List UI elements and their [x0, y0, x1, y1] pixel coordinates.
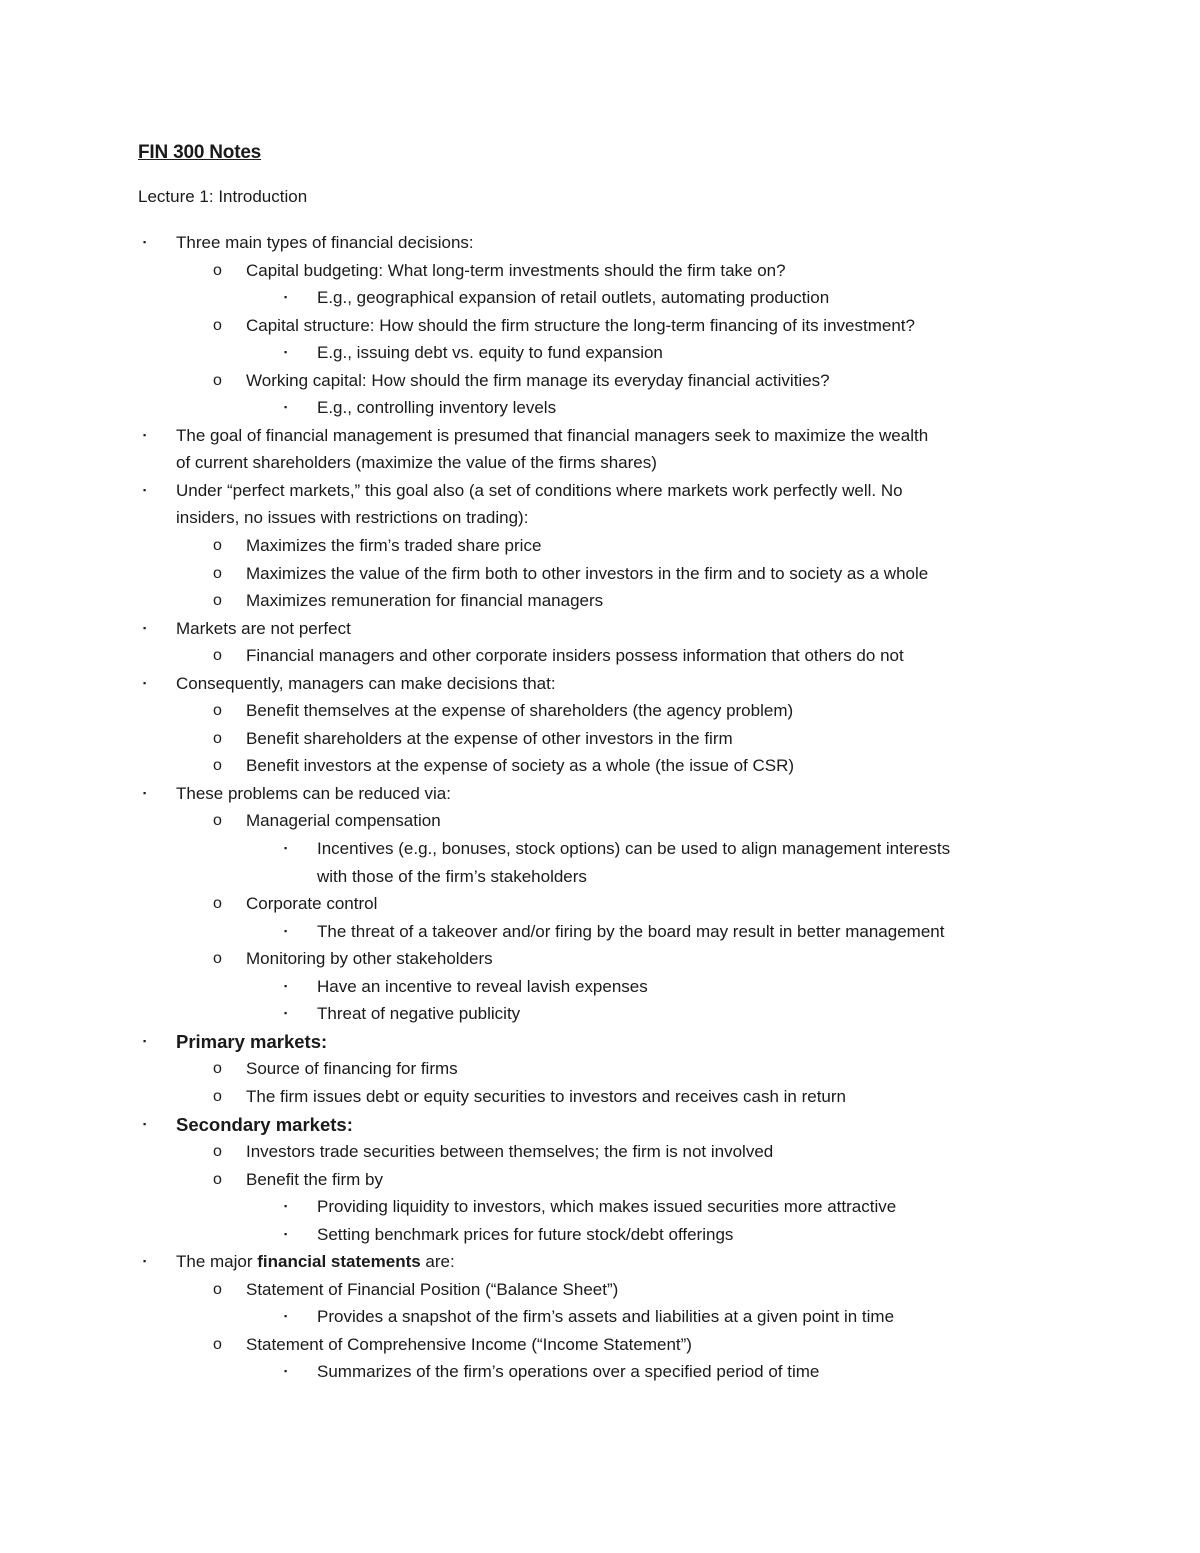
- outline-text: [176, 504, 528, 532]
- outline-line-level-3: [0, 973, 1200, 1001]
- text-segment: with those of the firm’s stakeholders: [317, 866, 587, 886]
- square-bullet-icon: ▪: [143, 1256, 147, 1267]
- outline-line-level-3: [0, 1193, 1200, 1221]
- outline-line-level-2: [0, 752, 1200, 780]
- text-segment: Markets are not perfect: [176, 618, 351, 638]
- bold-text-segment: financial statements: [257, 1252, 421, 1272]
- text-segment: Provides a snapshot of the firm’s assets and liabilities at a given point in time: [317, 1307, 895, 1327]
- text-segment: Under “perfect markets,” this goal also (a set of conditions where markets work perfectly well. No: [176, 480, 903, 500]
- outline-line-level-3: [0, 918, 1200, 946]
- square-bullet-icon: ▪: [284, 292, 288, 303]
- outline-text: [246, 1166, 383, 1194]
- notes-list: [0, 229, 1200, 1386]
- outline-text: [246, 257, 786, 285]
- outline-line-level-1: [0, 422, 1200, 450]
- outline-line-level-1: [0, 670, 1200, 698]
- outline-text: [317, 973, 648, 1001]
- outline-text: [317, 863, 587, 891]
- circle-bullet-icon: o: [213, 1143, 222, 1161]
- square-bullet-icon: ▪: [284, 980, 288, 991]
- circle-bullet-icon: o: [213, 647, 222, 665]
- outline-line-level-2: [0, 587, 1200, 615]
- square-bullet-icon: ▪: [284, 843, 288, 854]
- outline-line-level-2: [0, 532, 1200, 560]
- square-bullet-icon: ▪: [284, 402, 288, 413]
- outline-line-level-3: [0, 339, 1200, 367]
- outline-line-level-2: [0, 257, 1200, 285]
- square-bullet-icon: ▪: [143, 429, 147, 440]
- outline-line-level-1: [0, 1248, 1200, 1276]
- outline-line-level-3: [0, 863, 1200, 891]
- outline-line-level-2: [0, 945, 1200, 973]
- circle-bullet-icon: o: [213, 1087, 222, 1105]
- square-bullet-icon: ▪: [143, 1118, 147, 1129]
- text-segment: Summarizes of the firm’s operations over a specified period of time: [317, 1362, 820, 1382]
- outline-line-level-1: [0, 477, 1200, 505]
- text-segment: Investors trade securities between themselves; the firm is not involved: [246, 1142, 774, 1162]
- outline-line-level-3: [0, 1303, 1200, 1331]
- square-bullet-icon: ▪: [284, 1228, 288, 1239]
- outline-line-level-2: [0, 367, 1200, 395]
- circle-bullet-icon: o: [213, 371, 222, 389]
- outline-text: [246, 532, 541, 560]
- outline-line-level-3: [0, 1000, 1200, 1028]
- outline-text: [176, 615, 351, 643]
- text-segment: Source of financing for firms: [246, 1059, 458, 1079]
- outline-text: [317, 394, 556, 422]
- circle-bullet-icon: o: [213, 1060, 222, 1078]
- outline-text: [246, 1055, 458, 1083]
- bold-text-segment: Secondary markets:: [176, 1113, 353, 1135]
- outline-line-level-2: [0, 312, 1200, 340]
- text-segment: Maximizes the value of the firm both to other investors in the firm and to society as a whole: [246, 563, 929, 583]
- circle-bullet-icon: o: [213, 564, 222, 582]
- outline-line-level-2: [0, 697, 1200, 725]
- text-segment: The firm issues debt or equity securities to investors and receives cash in return: [246, 1086, 846, 1106]
- outline-line-level-1: [0, 1111, 1200, 1139]
- outline-text: [317, 835, 950, 863]
- outline-text: [246, 587, 603, 615]
- outline-line-level-1: [0, 615, 1200, 643]
- outline-line-level-3: [0, 1221, 1200, 1249]
- outline-text: [176, 422, 928, 450]
- text-segment: Capital structure: How should the firm structure the long-term financing of its investment?: [246, 315, 915, 335]
- outline-line-level-2: [0, 890, 1200, 918]
- text-segment: Monitoring by other stakeholders: [246, 949, 493, 969]
- circle-bullet-icon: o: [213, 757, 222, 775]
- outline-line-level-2: [0, 560, 1200, 588]
- outline-text: [246, 1138, 773, 1166]
- text-segment: Benefit investors at the expense of society as a whole (the issue of CSR): [246, 756, 795, 776]
- text-segment: E.g., issuing debt vs. equity to fund expansion: [317, 343, 663, 363]
- outline-text: [246, 367, 830, 395]
- circle-bullet-icon: o: [213, 895, 222, 913]
- text-segment: Benefit the firm by: [246, 1169, 384, 1189]
- text-segment: Financial managers and other corporate insiders possess information that others do not: [246, 646, 904, 666]
- outline-text: [246, 1331, 692, 1359]
- outline-text: [246, 312, 915, 340]
- text-segment: The threat of a takeover and/or firing by the board may result in better management: [317, 921, 945, 941]
- text-segment: Statement of Comprehensive Income (“Income Statement”): [246, 1334, 692, 1354]
- outline-line-level-2: [0, 642, 1200, 670]
- text-segment: The goal of financial management is presumed that financial managers seek to maximize the wealth: [176, 425, 929, 445]
- square-bullet-icon: ▪: [284, 347, 288, 358]
- text-segment: Three main types of financial decisions:: [176, 233, 474, 252]
- outline-line-level-1: [0, 229, 1200, 257]
- outline-text: [246, 697, 793, 725]
- outline-text: [317, 918, 944, 946]
- text-segment: are:: [420, 1252, 455, 1272]
- circle-bullet-icon: o: [213, 1335, 222, 1353]
- square-bullet-icon: ▪: [284, 1311, 288, 1322]
- outline-line-level-2: [0, 1331, 1200, 1359]
- outline-text: [176, 229, 474, 257]
- outline-text: [317, 1303, 894, 1331]
- text-segment: Have an incentive to reveal lavish expenses: [317, 976, 648, 996]
- text-segment: Consequently, managers can make decisions that:: [176, 673, 556, 693]
- outline-text: [246, 1276, 618, 1304]
- outline-text: [317, 1193, 896, 1221]
- text-segment: Capital budgeting: What long-term investments should the firm take on?: [246, 260, 786, 280]
- outline-text: [246, 642, 904, 670]
- document-title: FIN 300 Notes: [138, 142, 262, 163]
- outline-text: [176, 780, 451, 808]
- outline-text: [246, 752, 794, 780]
- text-segment: Maximizes remuneration for financial managers: [246, 591, 604, 611]
- outline-text: [317, 339, 663, 367]
- text-segment: of current shareholders (maximize the value of the firms shares): [176, 453, 657, 473]
- outline-text: [176, 477, 903, 505]
- outline-text: [176, 1028, 327, 1056]
- text-segment: E.g., controlling inventory levels: [317, 398, 557, 418]
- square-bullet-icon: ▪: [143, 484, 147, 495]
- outline-text: [246, 945, 493, 973]
- circle-bullet-icon: o: [213, 1280, 222, 1298]
- outline-text: [246, 560, 928, 588]
- outline-line-level-2: [0, 1166, 1200, 1194]
- outline-text: [246, 890, 377, 918]
- square-bullet-icon: ▪: [143, 1035, 147, 1046]
- bold-text-segment: Primary markets:: [176, 1030, 328, 1052]
- square-bullet-icon: ▪: [143, 787, 147, 798]
- text-segment: Corporate control: [246, 894, 378, 914]
- square-bullet-icon: ▪: [284, 1201, 288, 1212]
- text-segment: Benefit themselves at the expense of shareholders (the agency problem): [246, 701, 794, 721]
- square-bullet-icon: ▪: [143, 677, 147, 688]
- text-segment: insiders, no issues with restrictions on trading):: [176, 508, 529, 528]
- outline-line-level-2: [0, 1055, 1200, 1083]
- outline-line-level-3: [0, 1358, 1200, 1386]
- outline-line-level-2: [0, 1083, 1200, 1111]
- square-bullet-icon: ▪: [284, 925, 288, 936]
- outline-line-level-1: [0, 449, 1200, 477]
- text-segment: E.g., geographical expansion of retail outlets, automating production: [317, 288, 830, 308]
- text-segment: Managerial compensation: [246, 811, 441, 831]
- circle-bullet-icon: o: [213, 261, 222, 279]
- outline-line-level-1: [0, 1028, 1200, 1056]
- outline-line-level-2: [0, 725, 1200, 753]
- circle-bullet-icon: o: [213, 537, 222, 555]
- outline-line-level-1: [0, 504, 1200, 532]
- square-bullet-icon: ▪: [143, 237, 147, 247]
- outline-line-level-2: [0, 1138, 1200, 1166]
- outline-text: [176, 670, 556, 698]
- text-segment: Working capital: How should the firm manage its everyday financial activities?: [246, 370, 830, 390]
- outline-line-level-1: [0, 780, 1200, 808]
- text-segment: These problems can be reduced via:: [176, 783, 451, 803]
- outline-text: [176, 449, 657, 477]
- text-segment: Statement of Financial Position (“Balance Sheet”): [246, 1279, 619, 1299]
- text-segment: Threat of negative publicity: [317, 1004, 521, 1024]
- outline-line-level-2: [0, 807, 1200, 835]
- text-segment: Providing liquidity to investors, which makes issued securities more attractive: [317, 1197, 897, 1217]
- outline-text: [317, 1358, 819, 1386]
- circle-bullet-icon: o: [213, 812, 222, 830]
- square-bullet-icon: ▪: [284, 1366, 288, 1377]
- text-segment: Maximizes the firm’s traded share price: [246, 536, 542, 556]
- circle-bullet-icon: o: [213, 592, 222, 610]
- circle-bullet-icon: o: [213, 729, 222, 747]
- outline-text: [176, 1248, 455, 1276]
- circle-bullet-icon: o: [213, 316, 222, 334]
- text-segment: Setting benchmark prices for future stock/debt offerings: [317, 1224, 734, 1244]
- text-segment: The major: [176, 1252, 258, 1272]
- outline-line-level-3: [0, 394, 1200, 422]
- outline-text: [317, 1221, 733, 1249]
- lecture-heading: Lecture 1: Introduction: [138, 187, 308, 206]
- outline-line-level-3: [0, 835, 1200, 863]
- outline-text: [317, 284, 829, 312]
- outline-text: [246, 725, 733, 753]
- circle-bullet-icon: o: [213, 1170, 222, 1188]
- text-segment: Incentives (e.g., bonuses, stock options) can be used to align management interests: [317, 839, 951, 859]
- circle-bullet-icon: o: [213, 950, 222, 968]
- outline-text: [317, 1000, 520, 1028]
- outline-line-level-3: [0, 284, 1200, 312]
- text-segment: Benefit shareholders at the expense of other investors in the firm: [246, 728, 733, 748]
- outline-line-level-2: [0, 1276, 1200, 1304]
- square-bullet-icon: ▪: [284, 1008, 288, 1019]
- outline-text: [246, 807, 441, 835]
- outline-text: [176, 1111, 353, 1139]
- square-bullet-icon: ▪: [143, 622, 147, 633]
- outline-text: [246, 1083, 846, 1111]
- circle-bullet-icon: o: [213, 702, 222, 720]
